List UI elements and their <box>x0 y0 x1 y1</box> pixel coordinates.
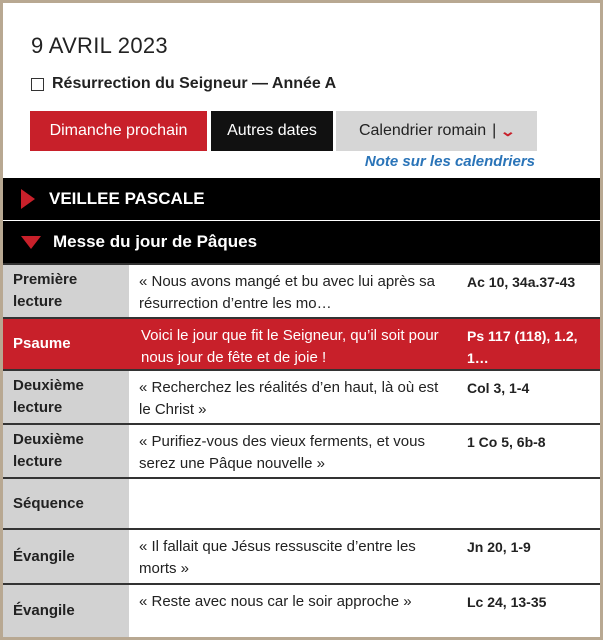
calendar-label: Calendrier romain <box>358 122 487 139</box>
feast-label: Résurrection du Seigneur — Année A <box>52 75 337 92</box>
section-easter-mass[interactable] <box>3 221 600 263</box>
reading-reference: 1 Co 5, 6b-8 <box>467 434 546 450</box>
reading-row[interactable] <box>3 369 600 423</box>
reading-text: « Recherchez les réalités d’en haut, là où est le Christ » <box>139 379 439 418</box>
reading-text: « Nous avons mangé et bu avec lui après sa résurrection d’entre les mo… <box>139 273 436 312</box>
triangle-right-icon <box>21 189 35 209</box>
section-vigil-title: VEILLEE PASCALE <box>49 189 205 208</box>
reading-category: Évangile <box>3 530 129 583</box>
reading-category: Évangile <box>3 585 129 637</box>
reading-row[interactable] <box>3 423 600 477</box>
checkbox-icon[interactable] <box>31 78 44 91</box>
reading-text: Voici le jour que fit le Seigneur, qu’il soit pour nous jour de fête et de joie ! <box>141 327 439 366</box>
reading-reference: Col 3, 1-4 <box>467 380 530 396</box>
section-vigil[interactable] <box>3 178 600 220</box>
reading-text: « Reste avec nous car le soir approche » <box>139 593 412 610</box>
section-easter-mass-title: Messe du jour de Pâques <box>53 232 258 251</box>
reading-category: Deuxième lecture <box>3 371 129 423</box>
next-sunday-button[interactable]: Dimanche prochain <box>30 111 207 151</box>
reading-text: « Purifiez-vous des vieux ferments, et vous serez une Pâque nouvelle » <box>139 433 425 472</box>
reading-category: Première lecture <box>3 265 129 317</box>
reading-row[interactable] <box>3 477 600 528</box>
reading-row[interactable] <box>3 317 600 369</box>
reading-category: Deuxième lecture <box>3 425 129 477</box>
reading-reference: Ac 10, 34a.37-43 <box>467 274 576 290</box>
reading-row[interactable] <box>3 583 600 637</box>
reading-text: « Il fallait que Jésus ressuscite d’entre les morts » <box>139 538 416 577</box>
reading-row[interactable] <box>3 263 600 317</box>
reading-reference: Lc 24, 13-35 <box>467 594 547 610</box>
page-date: 9 AVRIL 2023 <box>31 33 168 58</box>
other-dates-button[interactable]: Autres dates <box>211 111 333 151</box>
feast-title <box>31 75 336 93</box>
reading-reference <box>459 479 600 528</box>
chevron-down-icon: ⌄ <box>499 122 517 139</box>
reading-text <box>129 479 459 528</box>
reading-row[interactable] <box>3 528 600 583</box>
triangle-down-icon <box>21 236 41 249</box>
calendar-note-link[interactable]: Note sur les calendriers <box>364 153 535 170</box>
reading-category: Séquence <box>3 479 129 528</box>
calendar-separator: | <box>492 122 497 139</box>
calendar-dropdown[interactable] <box>336 111 537 151</box>
reading-category: Psaume <box>3 319 129 369</box>
readings-table <box>3 263 600 637</box>
reading-reference: Jn 20, 1-9 <box>467 539 531 555</box>
reading-reference: Ps 117 (118), 1.2, 1… <box>467 328 578 366</box>
